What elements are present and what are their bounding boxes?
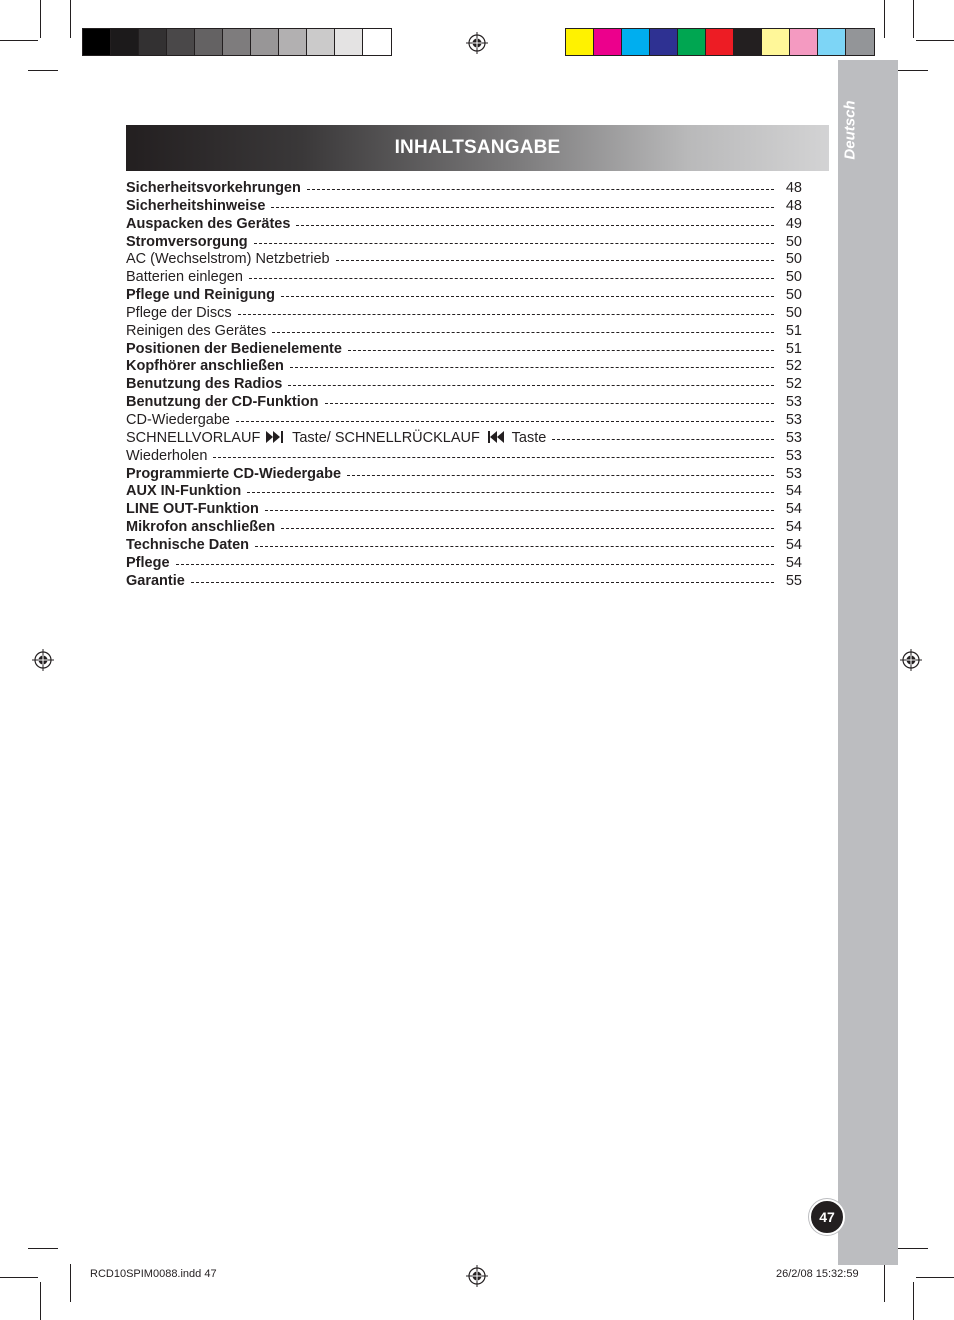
page-title: INHALTSANGABE	[394, 137, 561, 158]
skip-forward-icon	[266, 431, 286, 443]
registration-mark-icon	[466, 1265, 488, 1287]
toc-entry-page: 51	[785, 340, 802, 357]
color-swatch	[251, 29, 279, 55]
registration-mark-icon	[900, 649, 922, 671]
crop-mark	[28, 70, 58, 71]
dot-leader	[552, 439, 774, 440]
color-swatch	[279, 29, 307, 55]
dot-leader	[176, 564, 774, 565]
color-swatch	[363, 29, 391, 55]
toc-entry-page: 50	[785, 304, 802, 321]
crop-mark	[70, 0, 71, 38]
dot-leader	[238, 314, 774, 315]
language-tab-label: Deutsch	[841, 100, 859, 160]
color-swatch	[195, 29, 223, 55]
color-swatch	[706, 29, 734, 55]
toc-entry-label	[126, 430, 552, 448]
toc-entry	[126, 394, 802, 412]
toc-entry-page: 54	[785, 483, 802, 500]
toc-entry-label: Pflege der Discs	[126, 304, 232, 321]
toc-entry-page: 54	[785, 536, 802, 553]
dot-leader	[336, 260, 774, 261]
toc-entry	[126, 501, 802, 519]
dot-leader	[288, 385, 774, 386]
toc-entry-page: 55	[785, 572, 802, 589]
color-swatch	[594, 29, 622, 55]
toc-entry	[126, 305, 802, 323]
toc-entry-page: 48	[785, 180, 802, 196]
registration-mark-icon	[32, 649, 54, 671]
toc-entry	[126, 466, 802, 484]
crop-mark	[884, 0, 885, 38]
toc-entry-label: Garantie	[126, 572, 185, 589]
toc-entry-label: Programmierte CD-Wiedergabe	[126, 465, 342, 482]
toc-entry-label: Batterien einlegen	[126, 269, 243, 286]
toc-entry-label: AUX IN-Funktion	[126, 483, 242, 500]
color-swatch	[139, 29, 167, 55]
dot-leader	[325, 403, 774, 404]
toc-entry-page: 52	[785, 376, 802, 393]
language-side-tab	[838, 60, 898, 1265]
color-swatch	[335, 29, 363, 55]
crop-mark	[898, 70, 928, 71]
registration-mark-icon	[466, 32, 488, 54]
crop-mark	[916, 1277, 954, 1278]
toc-entry-label: Benutzung des Radios	[126, 376, 283, 393]
toc-entry	[126, 180, 802, 198]
toc-entry-page: 54	[785, 501, 802, 518]
toc-entry-page: 50	[785, 251, 802, 268]
table-of-contents	[126, 180, 802, 590]
color-swatch	[307, 29, 335, 55]
toc-label-part: Taste	[511, 429, 547, 446]
dot-leader	[307, 189, 774, 190]
toc-entry	[126, 448, 802, 466]
toc-entry-label: LINE OUT-Funktion	[126, 501, 259, 518]
color-swatch	[650, 29, 678, 55]
skip-back-icon	[486, 431, 506, 443]
toc-entry	[126, 216, 802, 234]
crop-mark	[40, 0, 41, 38]
toc-entry	[126, 519, 802, 537]
dot-leader	[348, 350, 774, 351]
toc-entry-label: Reinigen des Gerätes	[126, 322, 267, 339]
toc-entry-label: Pflege und Reinigung	[126, 287, 276, 304]
color-swatch	[734, 29, 762, 55]
toc-entry-label: Kopfhörer anschließen	[126, 358, 284, 375]
color-swatch	[790, 29, 818, 55]
toc-entry-label: Mikrofon anschließen	[126, 519, 276, 536]
page-number-badge: 47	[809, 1199, 845, 1235]
toc-entry-label: Benutzung der CD-Funktion	[126, 394, 319, 411]
toc-entry-page: 54	[785, 554, 802, 571]
toc-entry-label: Sicherheitshinweise	[126, 197, 266, 214]
dot-leader	[255, 546, 774, 547]
dot-leader	[347, 475, 774, 476]
toc-entry-label: Stromversorgung	[126, 233, 248, 250]
toc-entry-page: 49	[785, 215, 802, 232]
color-swatch	[83, 29, 111, 55]
toc-entry	[126, 198, 802, 216]
crop-mark	[0, 40, 38, 41]
dot-leader	[281, 528, 774, 529]
crop-mark	[913, 1282, 914, 1320]
dot-leader	[213, 457, 774, 458]
dot-leader	[247, 492, 774, 493]
crop-mark	[70, 1264, 71, 1302]
toc-entry	[126, 412, 802, 430]
toc-entry-page: 53	[785, 447, 802, 464]
toc-entry-label: Technische Daten	[126, 536, 250, 553]
toc-entry-page: 53	[785, 411, 802, 428]
toc-entry-label: Pflege	[126, 554, 170, 571]
toc-entry-label: Positionen der Bedienelemente	[126, 340, 342, 357]
toc-entry	[126, 251, 802, 269]
dot-leader	[236, 421, 774, 422]
crop-mark	[898, 1248, 928, 1249]
toc-entry	[126, 573, 802, 591]
dot-leader	[265, 510, 774, 511]
toc-entry-page: 50	[785, 233, 802, 250]
toc-entry	[126, 376, 802, 394]
toc-entry-label: Auspacken des Gerätes	[126, 215, 291, 232]
crop-mark	[884, 1264, 885, 1302]
color-swatch	[622, 29, 650, 55]
toc-entry-page: 50	[785, 269, 802, 286]
crop-mark	[40, 1282, 41, 1320]
section-header-band	[126, 125, 829, 171]
toc-entry	[126, 358, 802, 376]
toc-entry-label: Sicherheitsvorkehrungen	[126, 180, 301, 196]
toc-entry	[126, 483, 802, 501]
toc-entry	[126, 269, 802, 287]
crop-mark	[916, 40, 954, 41]
color-swatch	[762, 29, 790, 55]
footer-file-name: RCD10SPIM0088.indd 47	[90, 1268, 217, 1280]
toc-entry-label: Wiederholen	[126, 447, 208, 464]
dot-leader	[254, 243, 774, 244]
dot-leader	[271, 207, 774, 208]
crop-mark	[913, 0, 914, 38]
toc-entry-page: 50	[785, 287, 802, 304]
toc-entry-page: 53	[785, 394, 802, 411]
toc-entry	[126, 323, 802, 341]
color-swatch	[678, 29, 706, 55]
toc-entry	[126, 287, 802, 305]
color-swatch	[566, 29, 594, 55]
toc-entry-page: 52	[785, 358, 802, 375]
footer-timestamp: 26/2/08 15:32:59	[776, 1268, 859, 1280]
dot-leader	[296, 225, 774, 226]
toc-entry	[126, 341, 802, 359]
toc-entry-label: CD-Wiedergabe	[126, 411, 230, 428]
toc-entry	[126, 234, 802, 252]
crop-mark	[28, 1248, 58, 1249]
toc-label-part: SCHNELLVORLAUF	[126, 429, 261, 446]
dot-leader	[281, 296, 774, 297]
toc-entry-page: 53	[785, 465, 802, 482]
toc-entry-page: 53	[785, 429, 802, 446]
language-tab-label-box	[838, 60, 862, 200]
color-swatch	[818, 29, 846, 55]
dot-leader	[191, 582, 774, 583]
toc-entry	[126, 555, 802, 573]
toc-entry-page: 54	[785, 519, 802, 536]
dot-leader	[249, 278, 774, 279]
toc-entry-page: 48	[785, 197, 802, 214]
color-swatch	[111, 29, 139, 55]
toc-entry-search-buttons	[126, 430, 802, 448]
color-swatch	[223, 29, 251, 55]
crop-mark	[0, 1277, 38, 1278]
toc-entry	[126, 537, 802, 555]
dot-leader	[290, 367, 774, 368]
toc-entry-page: 51	[785, 322, 802, 339]
color-swatch	[167, 29, 195, 55]
toc-entry-label: AC (Wechselstrom) Netzbetrieb	[126, 251, 330, 268]
color-calibration-bar	[565, 28, 875, 56]
toc-label-part: Taste/ SCHNELLRÜCKLAUF	[292, 429, 480, 446]
color-swatch	[846, 29, 874, 55]
gray-calibration-bar	[82, 28, 392, 56]
dot-leader	[272, 332, 774, 333]
